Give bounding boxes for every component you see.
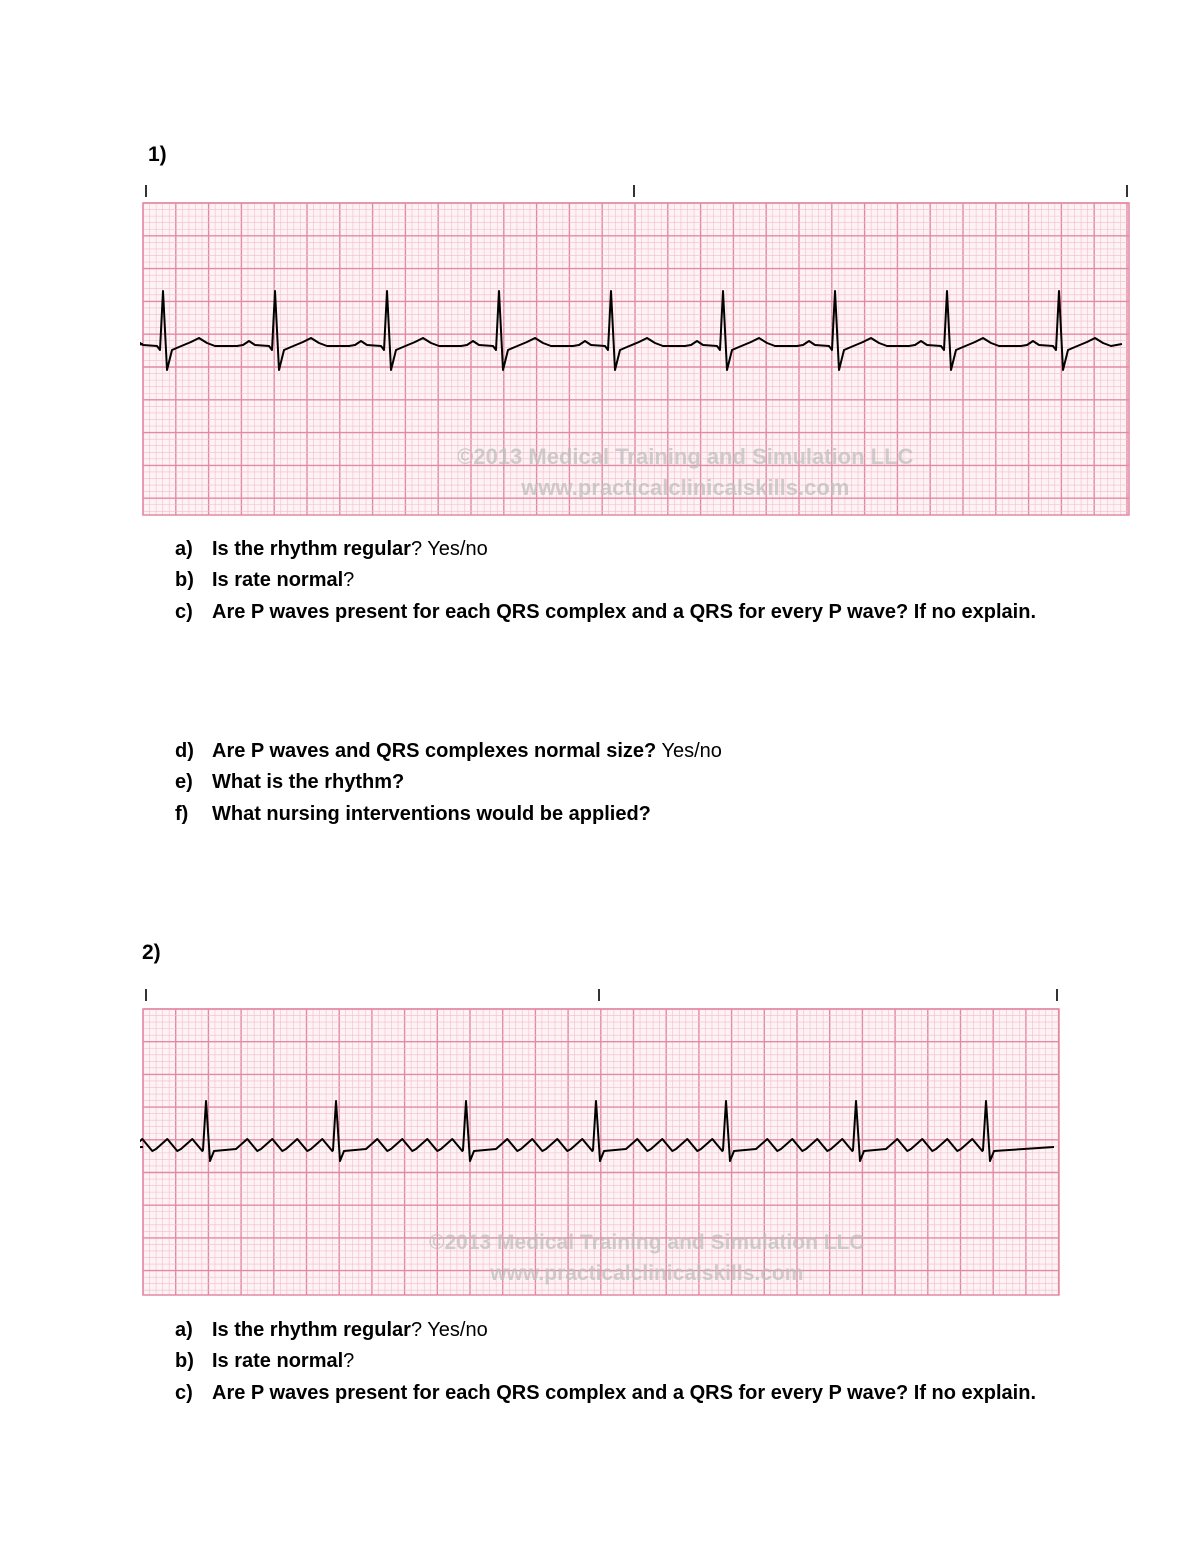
question-2c-text: Are P waves present for each QRS complex and a QRS for every P wave? If no explain. <box>212 1381 1037 1404</box>
question-1a <box>175 534 1036 565</box>
question-1f-letter: f) <box>175 802 189 825</box>
question-1c-letter: c) <box>175 600 193 623</box>
question-2b-answer-options: ? <box>343 1350 355 1373</box>
question-1d <box>175 736 722 767</box>
question-1f <box>175 799 722 830</box>
question-1b-text: Is rate normal <box>212 569 344 592</box>
question-2a-letter: a) <box>175 1319 193 1341</box>
question-1c <box>175 597 1036 628</box>
ecg-strip-2 <box>140 987 1062 1299</box>
question-1a-text: Is the rhythm regular <box>212 538 411 560</box>
question-2b-letter: b) <box>175 1350 194 1373</box>
question-1c-text: Are P waves present for each QRS complex and a QRS for every P wave? If no explain. <box>212 600 1037 623</box>
watermark-copyright: ©2013 Medical Training and Simulation LLC <box>457 444 914 469</box>
question-1e-letter: e) <box>175 771 193 794</box>
question-1b-answer-options: ? <box>343 569 355 592</box>
question-2-number: 2) <box>142 941 161 964</box>
question-1d-letter: d) <box>175 740 194 762</box>
question-1e-text: What is the rhythm? <box>212 771 405 794</box>
question-1e <box>175 767 722 798</box>
question-1-number: 1) <box>148 143 167 166</box>
watermark-copyright: ©2013 Medical Training and Simulation LLC <box>429 1231 865 1254</box>
question-2a-text: Is the rhythm regular <box>212 1319 411 1341</box>
ecg-strip-1-svg <box>140 183 1132 519</box>
question-2-list <box>175 1315 1036 1409</box>
question-2b-text: Is rate normal <box>212 1350 344 1373</box>
question-1d-answer-options: Yes/no <box>656 740 722 762</box>
question-2c-letter: c) <box>175 1381 193 1404</box>
question-1-list-part1 <box>175 534 1036 628</box>
ecg-strip-2-svg <box>140 987 1062 1299</box>
watermark-url: www.practicalclinicalskills.com <box>490 1262 804 1285</box>
question-1a-letter: a) <box>175 538 193 560</box>
question-1d-text: Are P waves and QRS complexes normal size? <box>212 740 657 762</box>
question-2c <box>175 1378 1036 1409</box>
question-1f-text: What nursing interventions would be applied? <box>212 802 651 825</box>
ecg-strip-1 <box>140 183 1132 519</box>
question-1-list-part2 <box>175 736 722 830</box>
watermark-url: www.practicalclinicalskills.com <box>521 475 850 500</box>
question-2a-answer-options: ? Yes/no <box>410 1319 488 1341</box>
question-1b <box>175 565 1036 596</box>
question-1a-answer-options: ? Yes/no <box>410 538 488 560</box>
question-1b-letter: b) <box>175 569 194 592</box>
question-2b <box>175 1346 1036 1377</box>
question-2a <box>175 1315 1036 1346</box>
